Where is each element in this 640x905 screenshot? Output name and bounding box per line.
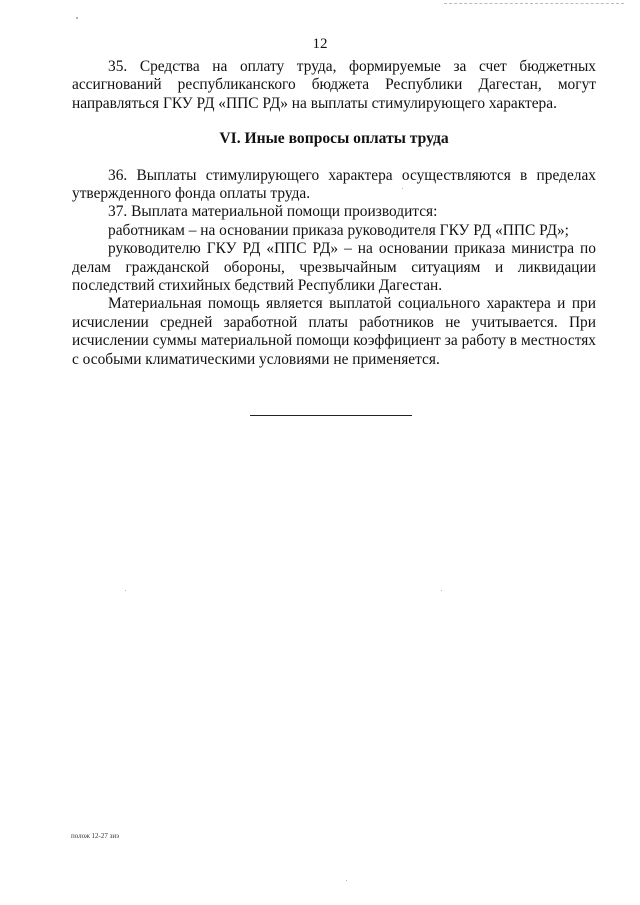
section-heading: VI. Иные вопросы оплаты труда: [219, 130, 449, 148]
footer-note: полож 12-27 зиэ: [71, 832, 120, 840]
paragraph-37-employees: работникам – на основании приказа руководителя ГКУ РД «ППС РД»;: [108, 221, 569, 239]
paragraph-material-aid: Материальная помощь является выплатой социального характера и при исчислении средней заработной платы работников не учитывается. При исчислении суммы материальной помощи коэффициент за работу в местностях с особыми климатическими условиями не применяется.: [72, 295, 596, 368]
paragraph-35: 35. Средства на оплату труда, формируемые за счет бюджетных ассигнований республиканского бюджета Республики Дагестан, могут направляться ГКУ РД «ППС РД» на выплаты стимулирующего характера.: [72, 58, 596, 112]
scan-edge-mark: [444, 3, 624, 4]
scan-speck: [125, 590, 126, 591]
document-body: [72, 58, 596, 369]
scan-speck: [76, 17, 78, 19]
scan-speck: [441, 590, 442, 591]
scan-speck: [346, 880, 347, 881]
paragraph-37: 37. Выплата материальной помощи производится:: [108, 203, 438, 221]
paragraph-37-director: руководителю ГКУ РД «ППС РД» – на основании приказа министра по делам гражданской обороны, чрезвычайным ситуациям и ликвидации последствий стихийных бедствий Республики Дагестан.: [72, 240, 596, 295]
end-rule: [250, 415, 412, 416]
page-number: 12: [312, 36, 328, 52]
scan-speck: [402, 188, 403, 189]
paragraph-36: 36. Выплаты стимулирующего характера осуществляются в пределах утвержденного фонда оплаты труда.: [72, 166, 596, 203]
